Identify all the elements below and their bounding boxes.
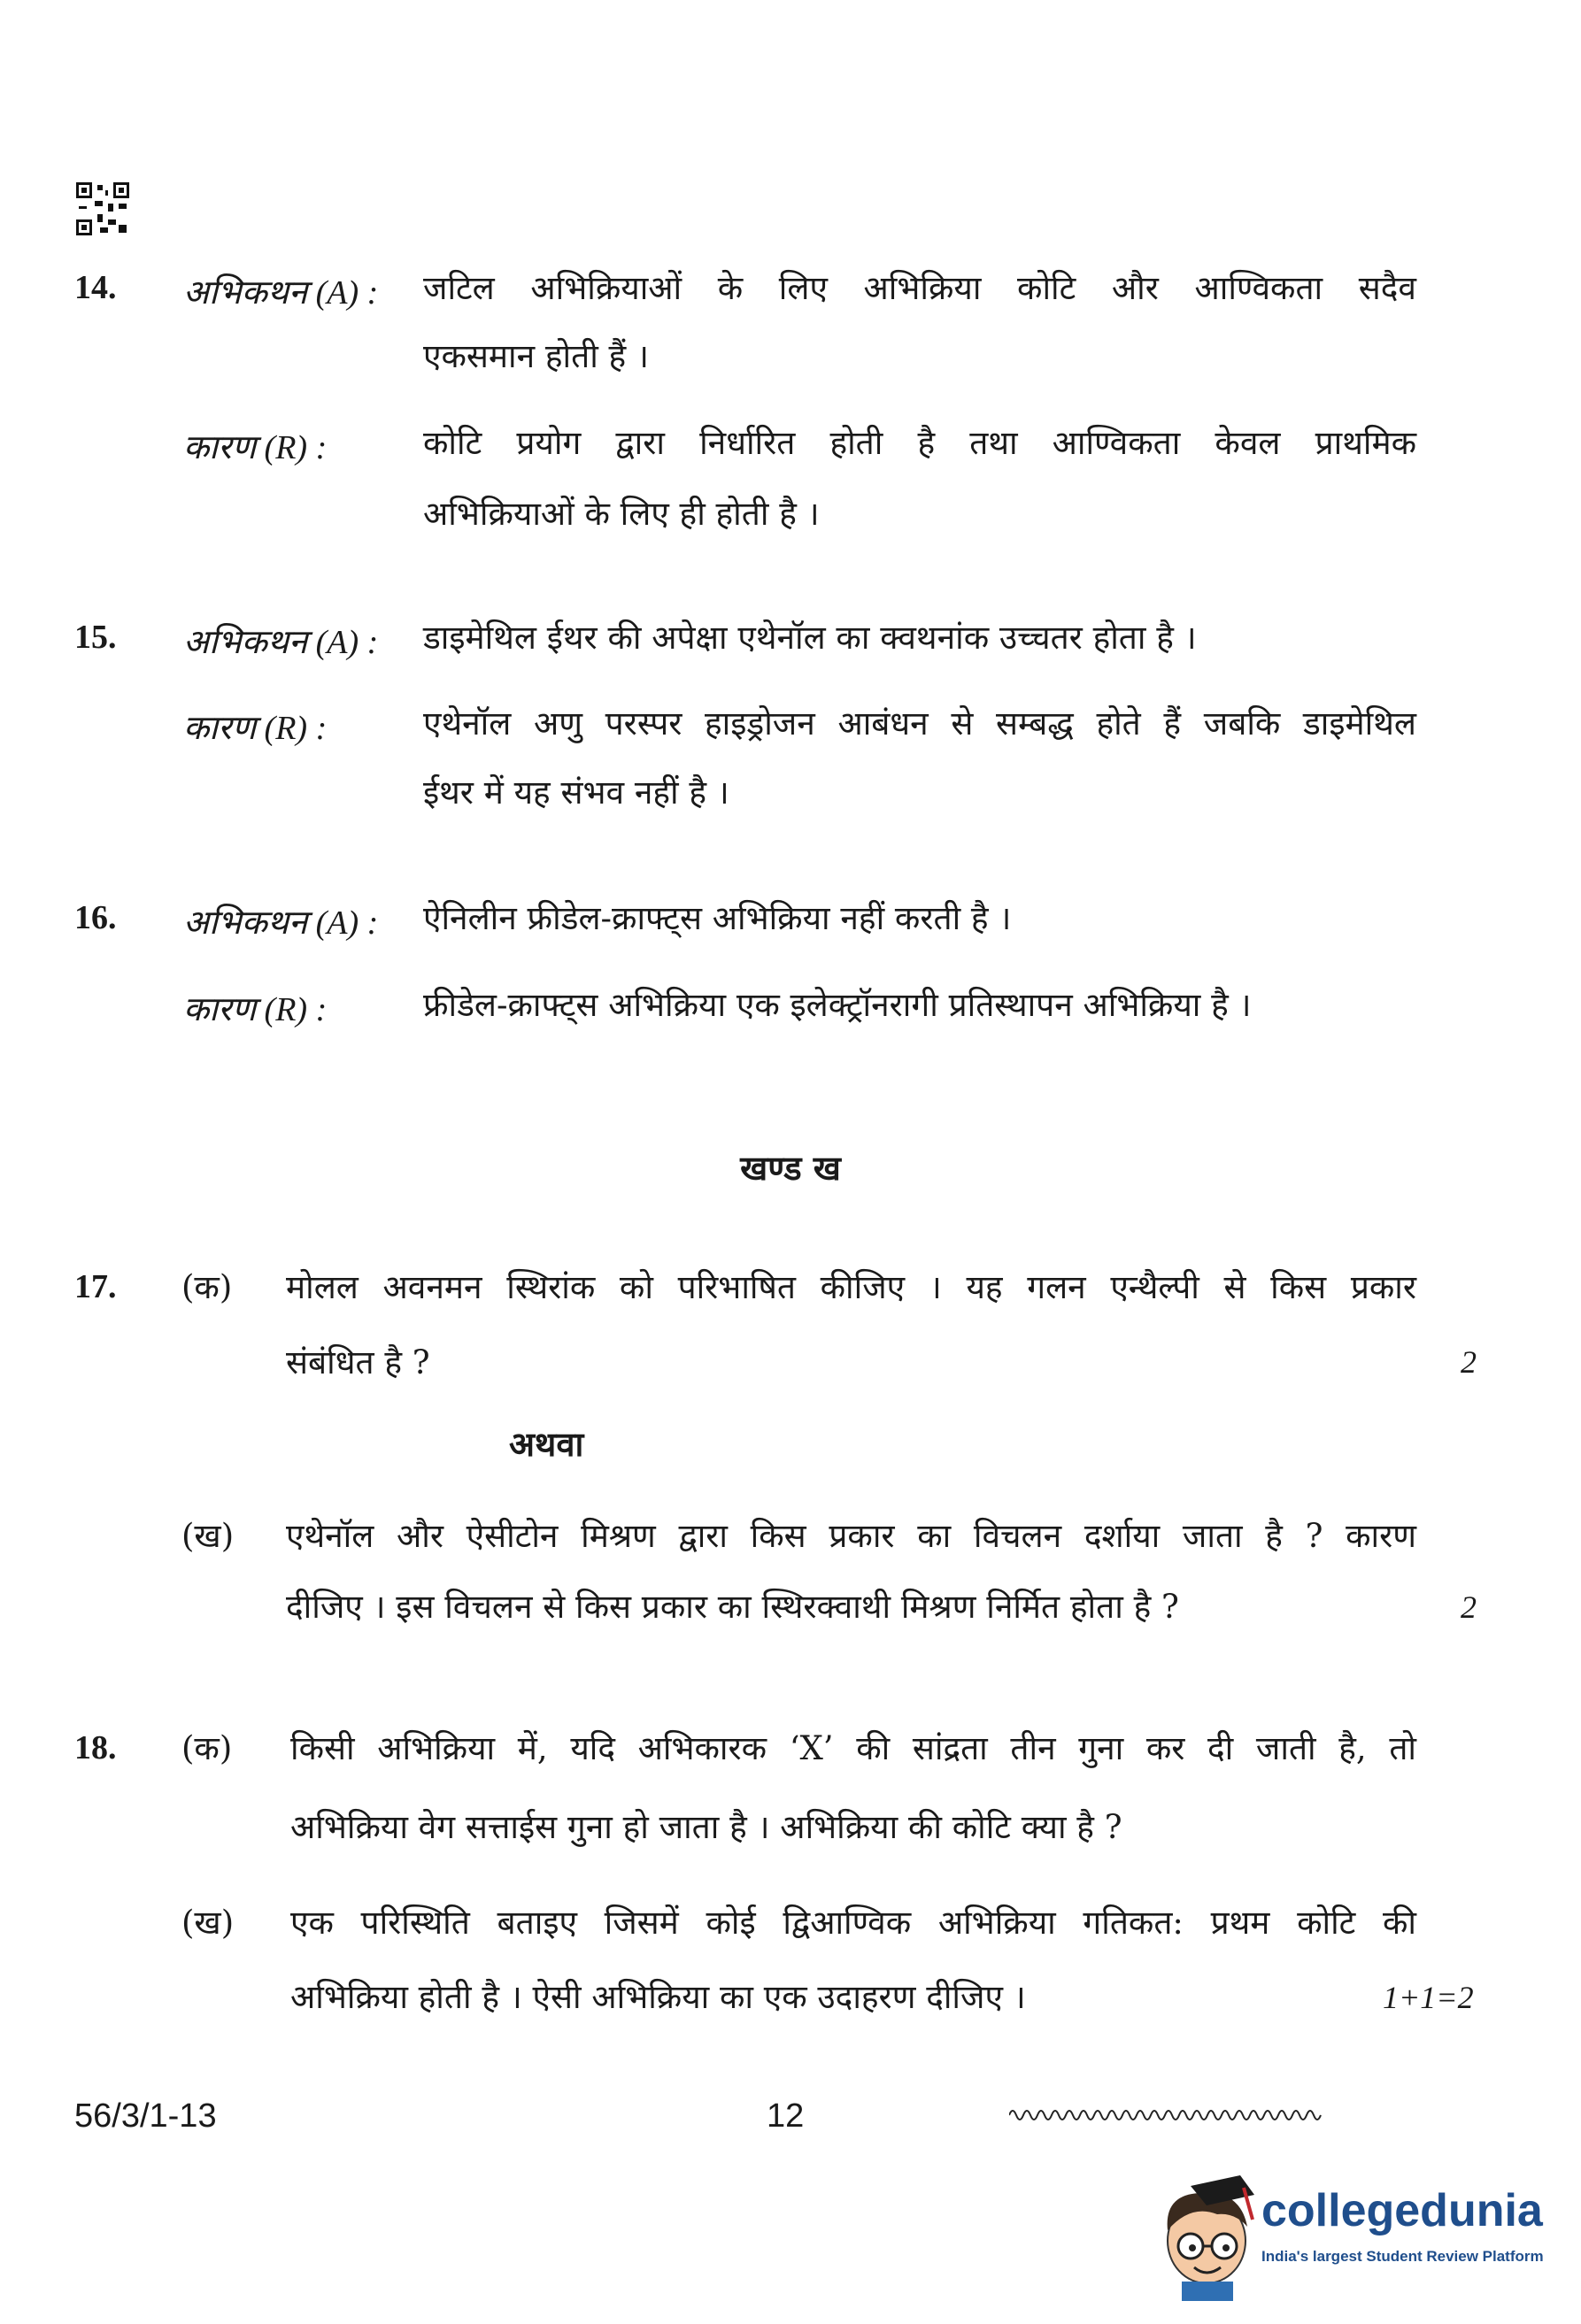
assertion-line: एकसमान होती हैं । (423, 337, 649, 375)
assertion-label: अभिकथन (A) : (183, 624, 379, 661)
question-line: अभिक्रिया होती है । ऐसी अभिक्रिया का एक उदाहरण दीजिए । (290, 1978, 1026, 2016)
marks: 1+1=2 (1383, 1980, 1474, 2015)
reason-label: कारण (R) : (183, 429, 328, 466)
brand-tagline: India's largest Student Review Platform (1261, 2248, 1544, 2265)
question-line: मोलल अवनमन स्थिरांक को परिभाषित कीजिए । यह गलन एन्थैल्पी से किस प्रकार (286, 1268, 1416, 1306)
reason-line: फ्रीडेल-क्राफ्ट्स अभिक्रिया एक इलेक्ट्रॉनरागी प्रतिस्थापन अभिक्रिया है । (423, 986, 1252, 1024)
question-line: दीजिए । इस विचलन से किस प्रकार का स्थिरक्वाथी मिश्रण निर्मित होता है ? (286, 1588, 1179, 1626)
part-label: (ख) (181, 1904, 235, 1942)
reason-label: कारण (R) : (183, 991, 328, 1028)
reason-line: एथेनॉल अणु परस्पर हाइड्रोजन आबंधन से सम्बद्ध होते हैं जबकि डाइमेथिल (423, 704, 1416, 743)
or-text: अथवा (509, 1424, 584, 1464)
question-number: 18. (74, 1729, 117, 1766)
assertion-line: ऐनिलीन फ्रीडेल-क्राफ्ट्स अभिक्रिया नहीं करती है । (423, 899, 1012, 937)
reason-line: ईथर में यह संभव नहीं है । (423, 773, 729, 812)
assertion-label: अभिकथन (A) : (183, 904, 379, 942)
question-number: 16. (74, 899, 117, 936)
question-number: 14. (74, 269, 117, 306)
question-line: किसी अभिक्रिया में, यदि अभिकारक ‘X’ की सांद्रता तीन गुना कर दी जाती है, तो (290, 1729, 1416, 1767)
question-number: 15. (74, 619, 117, 656)
marks: 2 (1461, 1344, 1477, 1380)
part-label: (ख) (181, 1517, 235, 1555)
wavy-line (1009, 2105, 1323, 2126)
question-number: 17. (74, 1268, 117, 1305)
assertion-line: जटिल अभिक्रियाओं के लिए अभिक्रिया कोटि और आण्विकता सदैव (423, 269, 1416, 307)
section-title: खण्ड ख (740, 1148, 841, 1188)
assertion-line: डाइमेथिल ईथर की अपेक्षा एथेनॉल का क्वथनांक उच्चतर होता है । (423, 619, 1197, 657)
marks: 2 (1461, 1589, 1477, 1625)
part-label: (क) (181, 1268, 233, 1306)
reason-label: कारण (R) : (183, 710, 328, 747)
question-line: संबंधित है ? (286, 1343, 430, 1381)
reason-line: अभिक्रियाओं के लिए ही होती है । (423, 495, 820, 533)
question-line: एथेनॉल और ऐसीटोन मिश्रण द्वारा किस प्रकार का विचलन दर्शाया जाता है ? कारण (286, 1517, 1416, 1555)
part-label: (क) (181, 1729, 233, 1767)
mascot-icon (1155, 2168, 1261, 2301)
question-line: अभिक्रिया वेग सत्ताईस गुना हो जाता है । अभिक्रिया की कोटि क्या है ? (290, 1808, 1122, 1846)
page-number: 12 (767, 2097, 805, 2135)
paper-code: 56/3/1-13 (74, 2097, 217, 2135)
reason-line: कोटि प्रयोग द्वारा निर्धारित होती है तथा आण्विकता केवल प्राथमिक (423, 424, 1416, 462)
question-line: एक परिस्थिति बताइए जिसमें कोई द्विआण्विक अभिक्रिया गतिकत: प्रथम कोटि की (290, 1904, 1416, 1942)
assertion-label: अभिकथन (A) : (183, 274, 379, 312)
qr-code (76, 182, 129, 235)
brand-name: collegedunia (1261, 2185, 1543, 2236)
